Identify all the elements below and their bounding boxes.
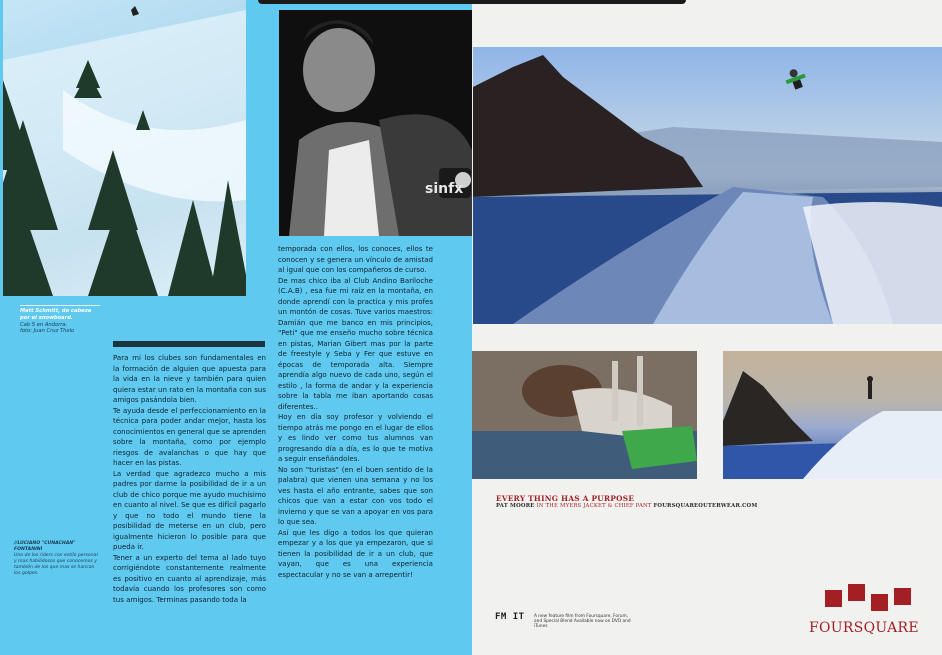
paragraph: Hoy en día soy profesor y volviendo el tiempo atrás me pongo en el lugar de ellos y es lindo ver como tus alumnos van progresando día a día, es lo que te motiva a seguir enseñándoles.: [278, 412, 433, 463]
article-column-left: [113, 353, 266, 605]
ad-headline: EVERY THING HAS A PURPOSE: [496, 494, 635, 503]
ad-subline: [496, 503, 757, 509]
paragraph: Te ayuda desde el perfeccionamiento en la técnica para poder andar mejor, hasta los conocimientos en general que se aprenden sobre la montaña, como por ejemplo riesgos de avalanchas o que hay que hacer en las pistas.: [113, 405, 266, 467]
foursquare-brand: FOURSQUARE: [809, 620, 919, 636]
paragraph: temporada con ellos, los conoces, ellos te conocen y se genera un vínculo de amistad al igual que con los compañeros de curso.: [278, 244, 433, 274]
rider-on-jump-photo: [723, 351, 942, 479]
article-column-right: [278, 244, 433, 580]
ad-website: FOURSQUAREOUTERWEAR.COM: [653, 503, 758, 509]
caption-credit-2: foto: Juan Cruz Thelo: [20, 328, 75, 335]
paragraph: No son "turistas" (en el buen sentido de la palabra) que vienen una semana y no los ves hasta el año entrante, sabes que son chicos que van a estar con vos todo el invierno y que se van a apoyar en vos para lo que sea.: [278, 464, 433, 526]
top-bar: [472, 0, 686, 4]
paragraph: Para mi los clubes son fundamentales en la formación de alguien que apuesta para la vida en la nieve y también para quien quiera estar un rato en la montaña con sus amigos pasándola bien.: [113, 353, 266, 404]
snowboard-slope-photo: [3, 0, 246, 296]
right-page-ad: [472, 0, 942, 655]
ad-rider-name: PAT MOORE: [496, 503, 535, 509]
photo-caption-top: [20, 305, 100, 335]
caption-rider-body: Uno de los riders con estilo personal y mas habilidosos que conocemos y también de los que mas se hancan los golpes.: [14, 553, 98, 576]
caption-name: Matt Schmitt, de cabeza por el snowboard.: [20, 308, 92, 321]
sinfx-logo: sinfx: [425, 181, 464, 197]
film-blurb: A new feature film from Foursquare, Forum, and Special Blend Available now on DVD and iTunes: [534, 614, 631, 630]
rider-portrait-photo: [279, 10, 472, 236]
paragraph: De mas chico iba al Club Andino Bariloche (C.A.B) , esa fue mi raíz en la montaña, en donde aprendí con la practica y mis profes un montón de cosas. Tuve varios maestros: Damián que me banco en mis principios, "Peti" que me enseño mucho sobre técnica en pistas, Marian Gibert mas por la parte de freestyle y Seba y Fer que estuve en épocas de temporada alta. Siempre aprendía algo nuevo de cada uno, según el estilo , la forma de andar y la experiencia sobre la tabla me iban aportando cosas diferentes..: [278, 275, 433, 411]
ad-product-line: IN THE MYERS JACKET & CHIEF PANT: [536, 503, 652, 509]
top-bar: [258, 0, 472, 4]
rider-sleeping-photo: [472, 351, 697, 479]
section-divider: [113, 341, 265, 347]
paragraph: Así que les digo a todos los que quieran empezar y a los que ya empezaron, que si tienen la posibilidad de ir a un club, que vayan, que es una experiencia espectacular y no se van a arrepentir!: [278, 527, 433, 579]
photo-caption-bottom: [14, 541, 100, 577]
caption-credit-1: Cab 5 en Andorra.: [20, 321, 68, 328]
caption-rider-name: //LUCIANO "CUNACHAN" FONTANINI: [14, 541, 76, 552]
paragraph: La verdad que agradezco mucho a mis padres por darme la posibilidad de ir a un club de chico porque me ayudo muchísimo en cuanto al nivel. Se que es difícil pagarlo y que no todo el mundo tiene la posibilidad de meterse en un club, pero igualmente hicieron lo posible para que pueda ir.: [113, 468, 266, 551]
kicker-jump-photo: [473, 47, 942, 324]
paragraph: Tener a un experto del tema al lado tuyo corrigiéndote constantemente realmente es positivo en cuanto al aprendizaje, más todavía cuando los profesores son como tus amigos. Terminas pasando toda la: [113, 552, 266, 604]
foursquare-logo-icon: [825, 584, 911, 618]
film-logo: FM IT: [495, 612, 525, 622]
